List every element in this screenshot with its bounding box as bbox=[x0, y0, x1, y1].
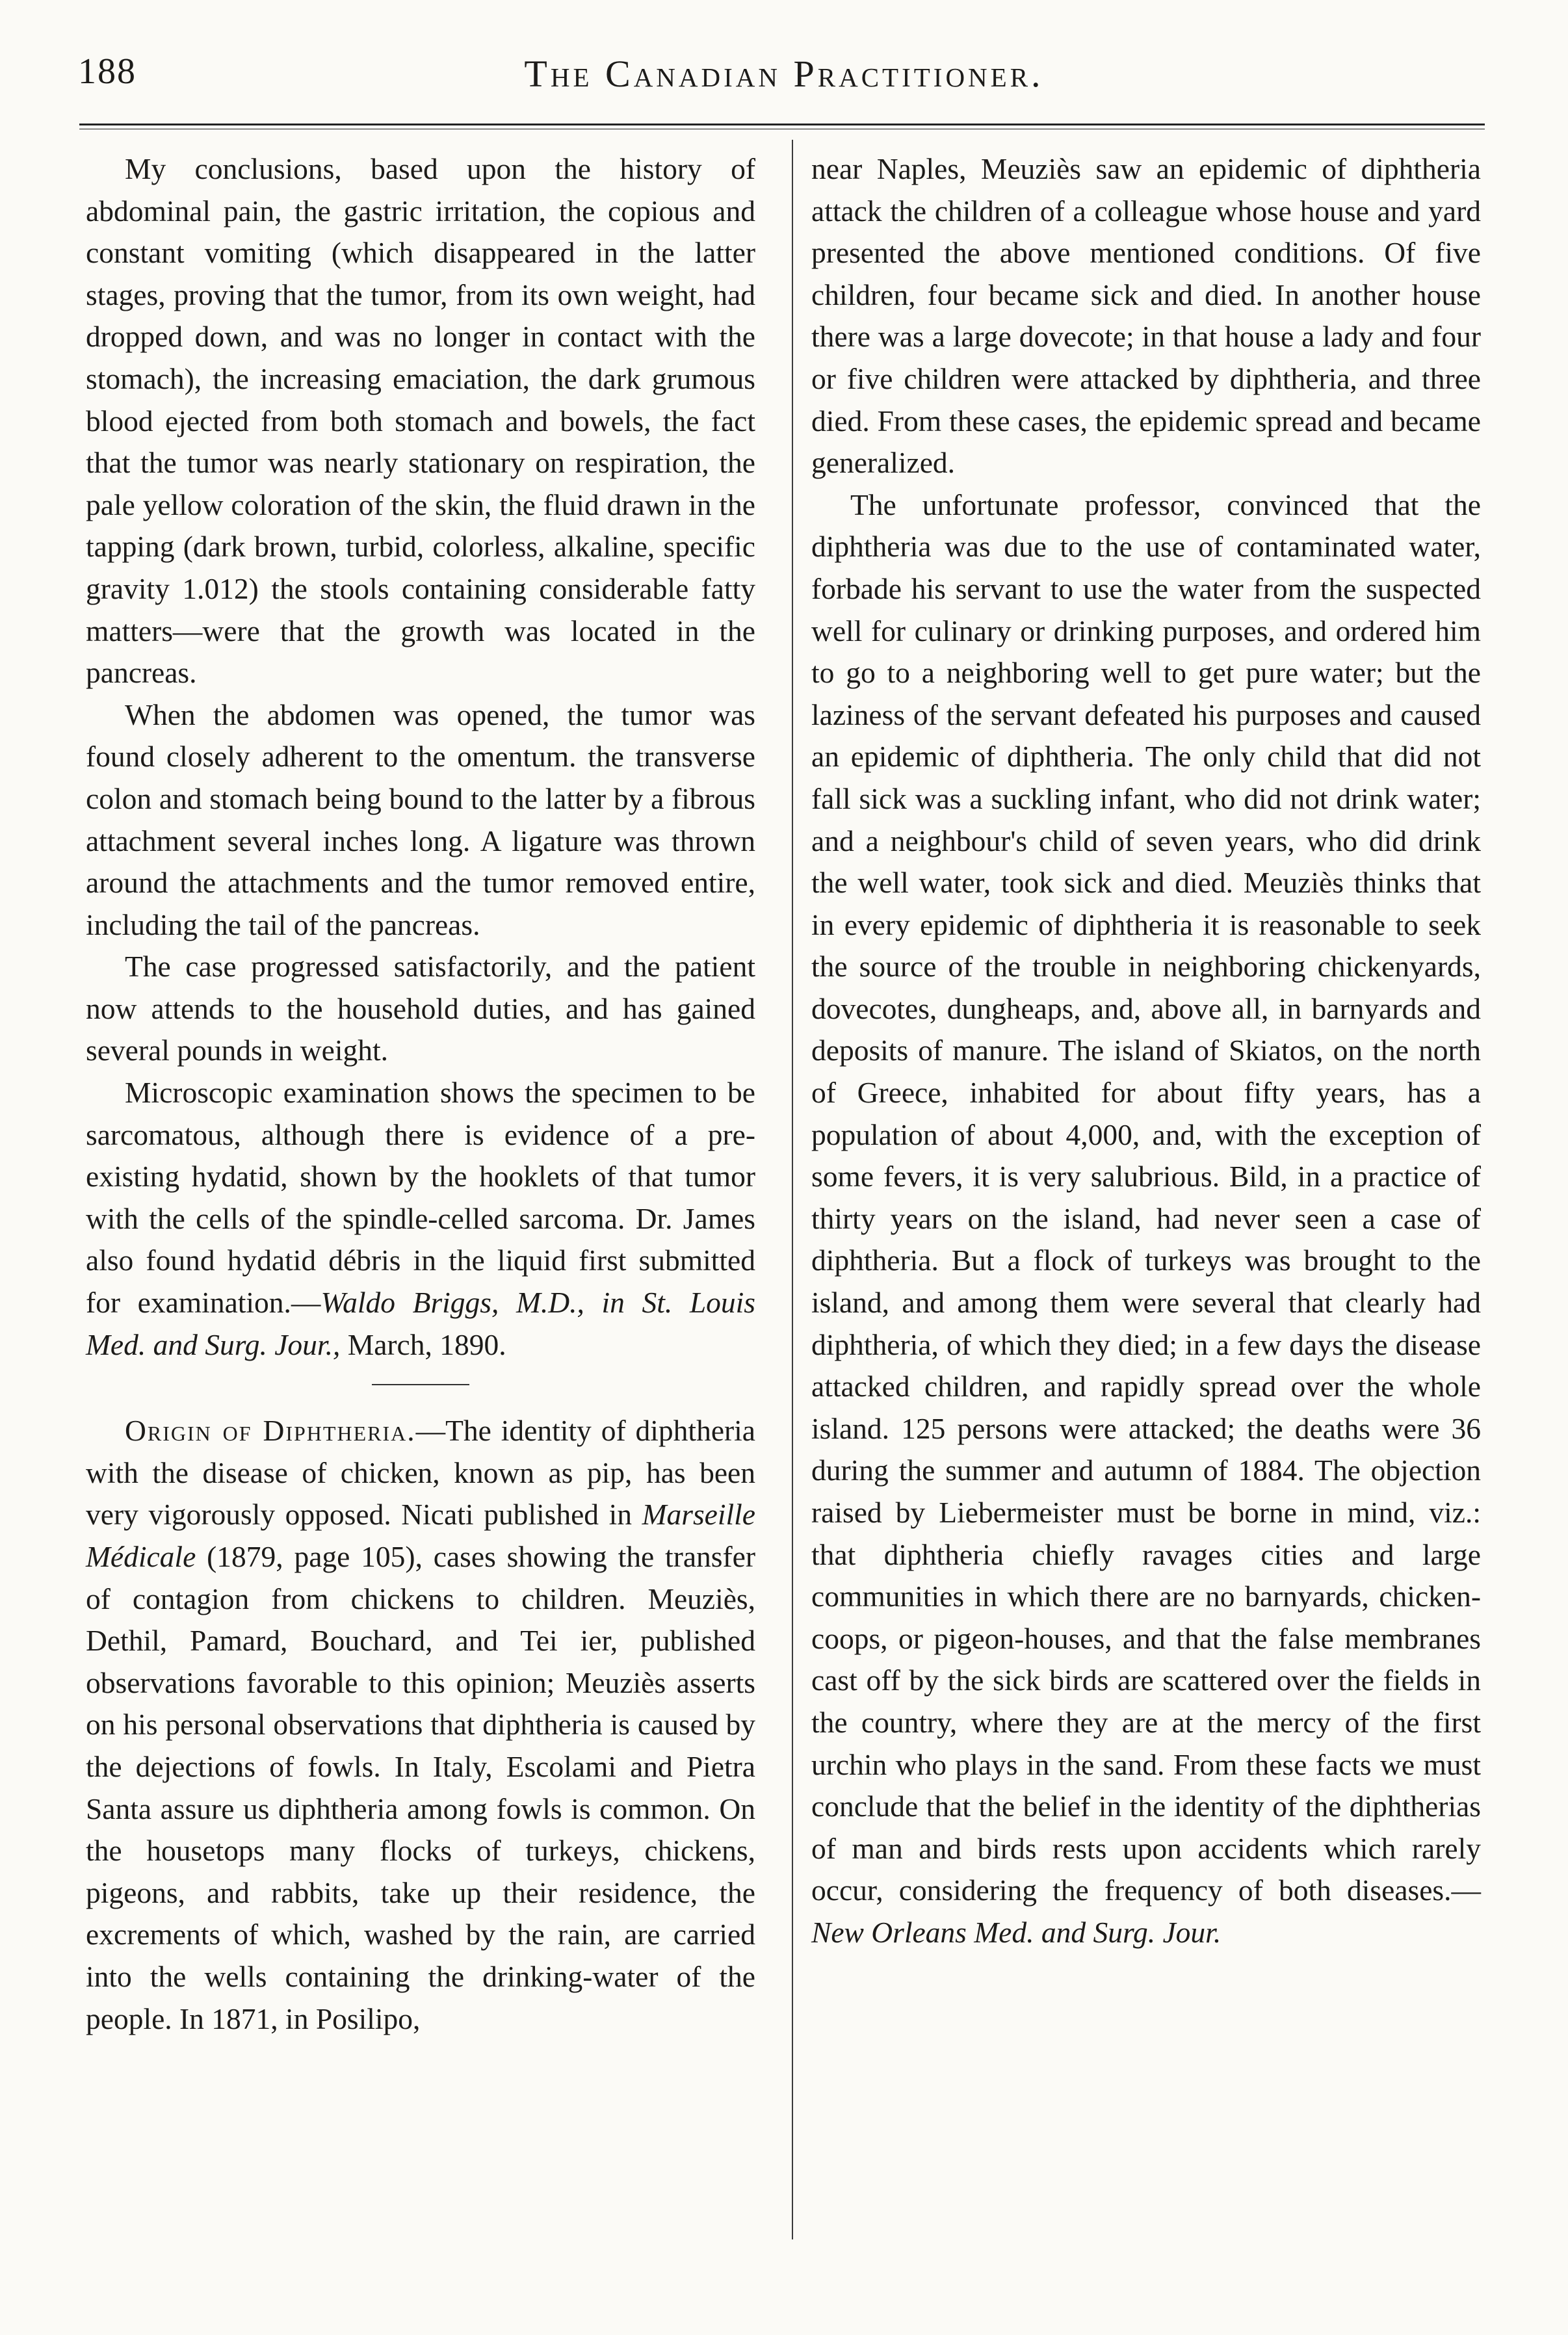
citation: New Orleans Med. and Surg. Jour. bbox=[811, 1915, 1222, 1949]
paragraph: near Naples, Meuziès saw an epidemic of diphtheria attack the children of a colleague whose house and yard presented the above mentioned conditions. Of five children, four became sick and died. In another house there was a large dovecote; in that house a lady and four or five children were attacked by diphtheria, and three died. From these cases, the epidemic spread and became generalized. bbox=[811, 152, 1481, 480]
right-column bbox=[811, 148, 1481, 1954]
paragraph-text: (1879, page 105), cases showing the transfer of contagion from chickens to children. Meuziès, Dethil, Pamard, Bouchard, and Tei ier, published observations favorable to this opinion; Meuziès asserts on his personal observations that diphtheria is caused by the dejections of fowls. In Italy, Escolami and Pietra Santa assure us diphtheria among fowls is common. On the housetops many flocks of turkeys, chickens, pigeons, and rabbits, take up their residence, the excrements of which, washed by the rain, are carried into the wells containing the drinking-water of the people. In 1871, in Posilipo, bbox=[86, 1540, 755, 2035]
paragraph-text: The unfortunate professor, convinced that the diphtheria was due to the use of contaminated water, forbade his servant to use the water from the suspected well for culinary or drinking purposes, and ordered him to go to a neighboring well to get pure water; but the laziness of the servant defeated his purposes and caused an epidemic of diphtheria. The only child that did not fall sick was a suckling infant, who did not drink water; and a neighbour's child of seven years, who did drink the well water, took sick and died. Meuziès thinks that in every epidemic of diphtheria it is reasonable to seek the source of the trouble in neighboring chickenyards, dovecotes, dungheaps, and, above all, in barnyards and deposits of manure. The island of Skiatos, on the north of Greece, inhabited for about fifty years, has a population of about 4,000, and, with the exception of some fevers, it is very salubrious. Bild, in a practice of thirty years on the island, had never seen a case of diphtheria. But a flock of turkeys was brought to the island, and among them were several that clearly had diphtheria, of which they died; in a few days the disease attacked children, and rapidly spread over the whole island. 125 persons were attacked; the deaths were 36 during the summer and autumn of 1884. The objection raised by Liebermeister must be borne in mind, viz.: that diphtheria chiefly ravages cities and large communities in which there are no barnyards, chicken-coops, or pigeon-houses, and that the false membranes cast off by the sick birds are scattered over the fields in the country, where they are at the mercy of the first urchin who plays in the sand. From these facts we must conclude that the belief in the identity of the diphtherias of man and birds rests upon accidents which rarely occur, considering the frequency of both diseases.— bbox=[811, 488, 1481, 1907]
section-heading: Origin of Diphtheria. bbox=[125, 1414, 416, 1448]
paragraph: The case progressed satisfactorily, and the patient now attends to the household duties, and has gained several pounds in weight. bbox=[86, 950, 755, 1067]
citation: Waldo Briggs, M.D., in St. Louis Med. and Surg. Jour., bbox=[86, 1286, 755, 1361]
journal-title: Marseille Médicale bbox=[86, 1498, 755, 1573]
running-title: The Canadian Practitioner. bbox=[524, 53, 1044, 95]
paragraph bbox=[86, 1072, 755, 1366]
paragraph: My conclusions, based upon the history of abdominal pain, the gastric irritation, the copious and constant vomiting (which disappeared in the latter stages, proving that the tumor, from its own weight, had dropped down, and was no longer in contact with the stomach), the increasing emaciation, the dark grumous blood ejected from both stomach and bowels, the fact that the tumor was nearly stationary on respiration, the pale yellow coloration of the skin, the fluid drawn in the tapping (dark brown, turbid, colorless, alkaline, specific gravity 1.012) the stools containing considerable fatty matters—were that the growth was located in the pancreas. bbox=[86, 152, 755, 690]
paragraph bbox=[86, 1410, 755, 2040]
page-header bbox=[78, 46, 1490, 104]
column-divider bbox=[792, 140, 793, 2239]
header-rule bbox=[79, 124, 1485, 129]
paragraph bbox=[811, 484, 1481, 1954]
citation-date: March, 1890. bbox=[340, 1327, 506, 1361]
page-number: 188 bbox=[78, 51, 137, 92]
paragraph-text: Microscopic examination shows the specimen to be sarcomatous, although there is evidence of a pre-existing hydatid, shown by the hooklets of that tumor with the cells of the spindle-celled sarcoma. Dr. James also found hydatid débris in the liquid first submitted for examination.— bbox=[86, 1076, 755, 1320]
left-column bbox=[86, 148, 755, 2040]
paragraph: When the abdomen was opened, the tumor was found closely adherent to the omentum. the transverse colon and stomach being bound to the latter by a fibrous attachment several inches long. A ligature was thrown around the attachments and the tumor removed entire, including the tail of the pancreas. bbox=[86, 698, 755, 941]
section-divider bbox=[372, 1384, 469, 1385]
paragraph-text: —The identity of diphtheria with the disease of chicken, known as pip, has been very vigorously opposed. Nicati published in bbox=[86, 1414, 756, 1532]
